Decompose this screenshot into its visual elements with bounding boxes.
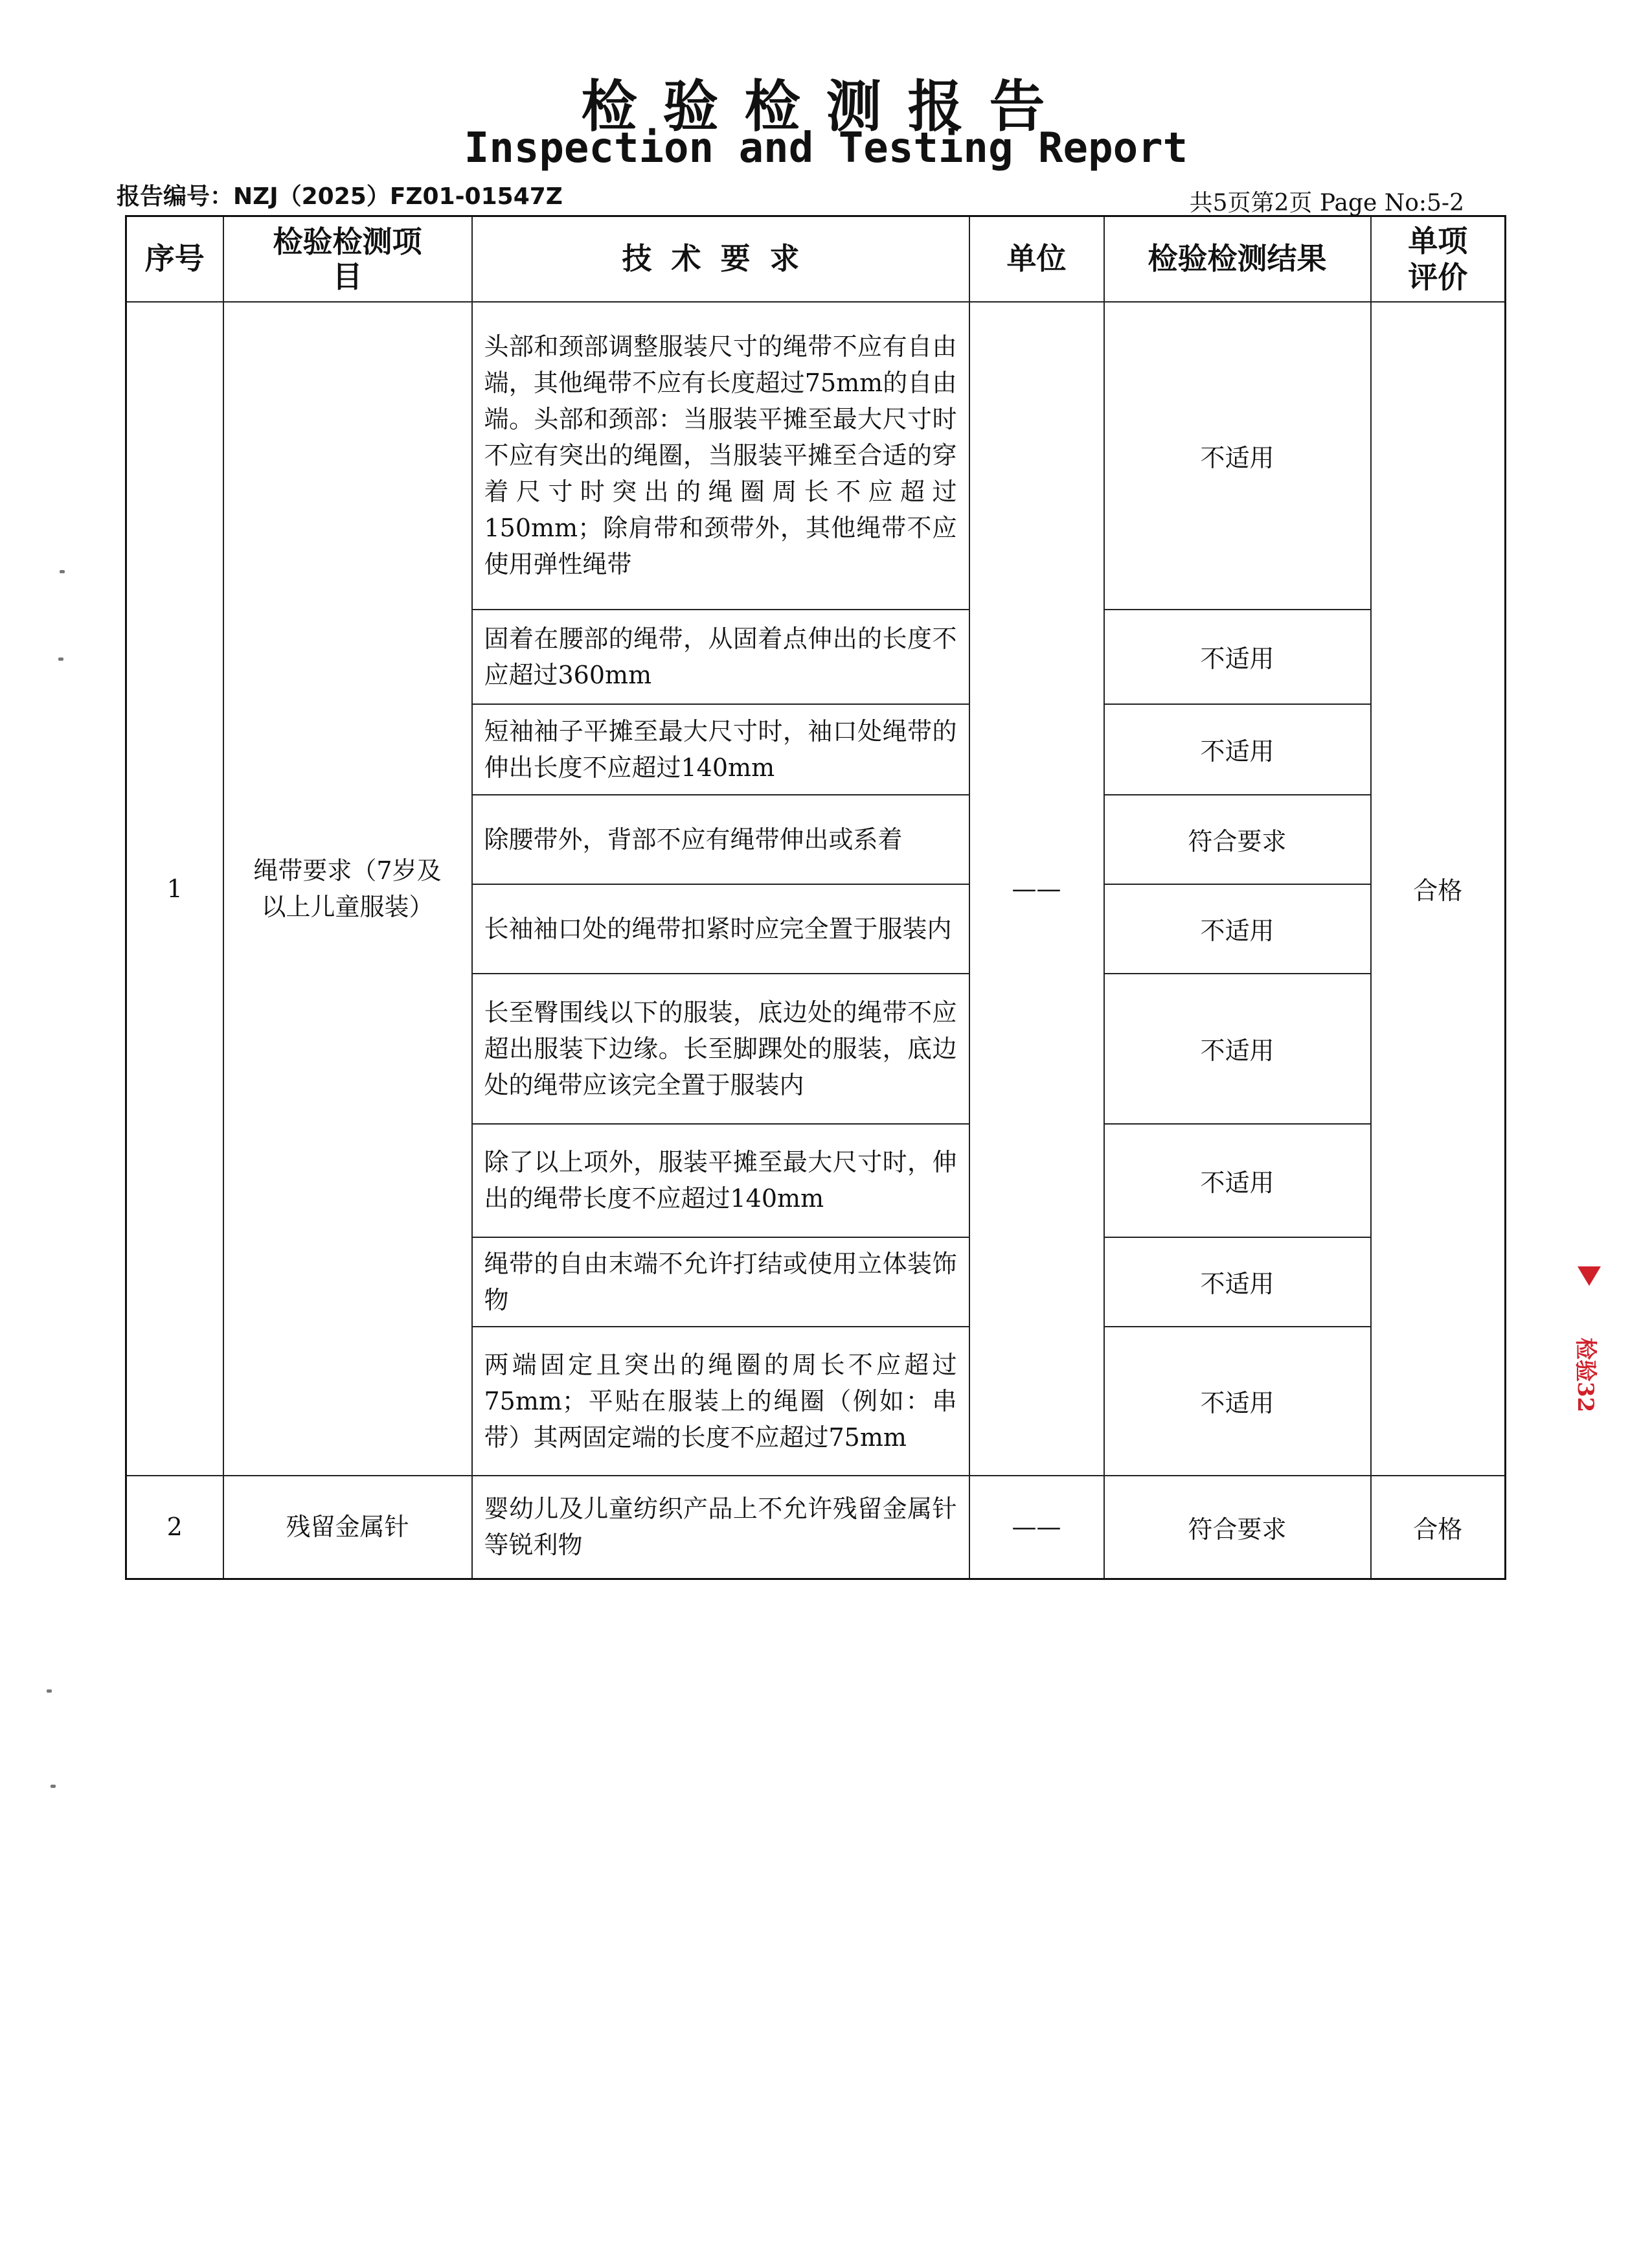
col-header-evaluation: 单项评价	[1371, 216, 1506, 302]
requirement-text: 长至臀围线以下的服装，底边处的绳带不应超出服装下边缘。长至脚踝处的服装，底边处的绳带应该完全置于服装内	[472, 974, 969, 1124]
result-value: 不适用	[1104, 1327, 1371, 1476]
requirement-text: 固着在腰部的绳带，从固着点伸出的长度不应超过360mm	[472, 610, 969, 704]
col-header-result: 检验检测结果	[1104, 216, 1371, 302]
result-value: 不适用	[1104, 1237, 1371, 1327]
requirement-text: 短袖袖子平摊至最大尺寸时，袖口处绳带的伸出长度不应超过140mm	[472, 704, 969, 795]
report-title-en: Inspection and Testing Report	[464, 124, 1188, 172]
col-header-unit: 单位	[969, 216, 1104, 302]
stamp-text: 检验32	[1572, 1338, 1598, 1413]
result-value: 不适用	[1104, 302, 1371, 610]
result-value: 符合要求	[1104, 795, 1371, 884]
scan-speck	[47, 1689, 52, 1693]
report-title-cn: 检验检测报告	[581, 74, 1071, 139]
col-header-requirement: 技术要求	[472, 216, 969, 302]
result-value: 不适用	[1104, 884, 1371, 974]
requirement-text: 绳带的自由末端不允许打结或使用立体装饰物	[472, 1237, 969, 1327]
requirement-text: 两端固定且突出的绳圈的周长不应超过75mm；平贴在服装上的绳圈（例如：串带）其两固定端的长度不应超过75mm	[472, 1327, 969, 1476]
requirement-text: 除腰带外，背部不应有绳带伸出或系着	[472, 795, 969, 884]
result-value: 符合要求	[1104, 1476, 1371, 1579]
item-unit: ——	[969, 302, 1104, 1476]
requirement-text: 头部和颈部调整服装尺寸的绳带不应有自由端，其他绳带不应有长度超过75mm的自由端。头部和颈部：当服装平摊至最大尺寸时不应有突出的绳圈，当服装平摊至合适的穿着尺寸时突出的绳圈周长不应超过150mm；除肩带和颈带外，其他绳带不应使用弹性绳带	[472, 302, 969, 610]
requirement-text: 除了以上项外，服装平摊至最大尺寸时，伸出的绳带长度不应超过140mm	[472, 1124, 969, 1237]
scan-speck	[60, 570, 65, 573]
table-row	[126, 302, 1506, 610]
item-seq: 2	[126, 1476, 223, 1579]
requirement-text: 婴幼儿及儿童纺织产品上不允许残留金属针等锐利物	[472, 1476, 969, 1579]
report-number: 报告编号：NZJ（2025）FZ01-01547Z	[117, 183, 563, 210]
item-seq: 1	[126, 302, 223, 1476]
item-name: 绳带要求（7岁及以上儿童服装）	[223, 302, 472, 1476]
item-evaluation: 合格	[1371, 302, 1506, 1476]
item-name: 残留金属针	[223, 1476, 472, 1579]
requirement-text: 长袖袖口处的绳带扣紧时应完全置于服装内	[472, 884, 969, 974]
table-header-row	[126, 216, 1506, 302]
scan-speck	[58, 657, 63, 661]
stamp-triangle-icon	[1578, 1266, 1601, 1286]
inspection-table	[125, 215, 1506, 1580]
result-value: 不适用	[1104, 704, 1371, 795]
item-evaluation: 合格	[1371, 1476, 1506, 1579]
item-unit: ——	[969, 1476, 1104, 1579]
result-value: 不适用	[1104, 974, 1371, 1124]
col-header-item: 检验检测项目	[223, 216, 472, 302]
result-value: 不适用	[1104, 1124, 1371, 1237]
red-seal-stamp	[1572, 1124, 1601, 1413]
page-number: 共5页第2页 Page No:5-2	[1189, 190, 1464, 216]
scan-speck	[51, 1785, 56, 1788]
result-value: 不适用	[1104, 610, 1371, 704]
table-row	[126, 1476, 1506, 1579]
col-header-seq: 序号	[126, 216, 223, 302]
